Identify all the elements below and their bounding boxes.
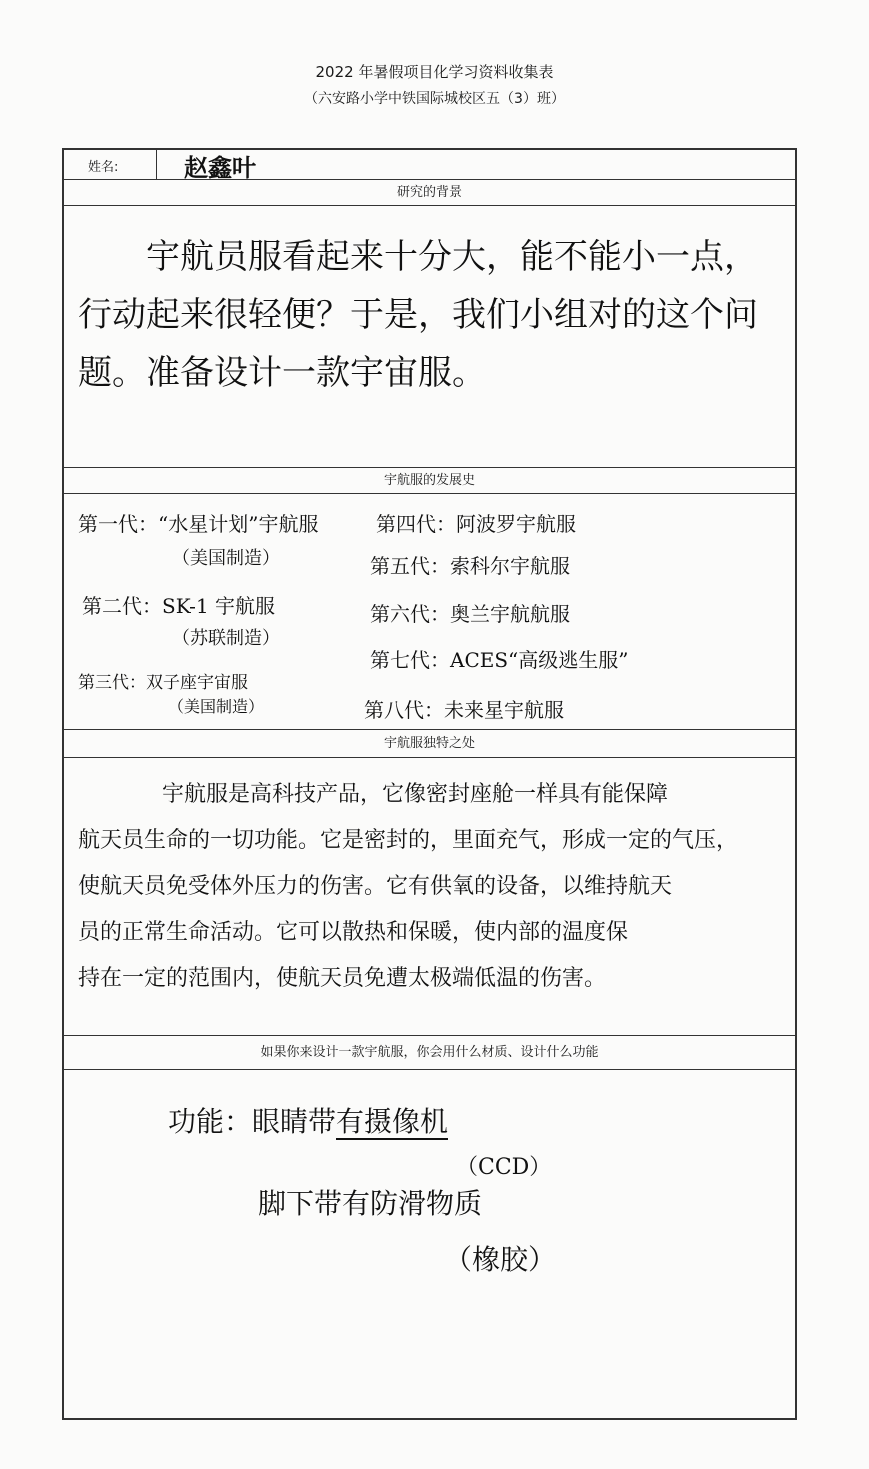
design-section <box>64 1070 795 1420</box>
form-table <box>62 148 797 1420</box>
background-heading: 研究的背景 <box>64 180 795 206</box>
design-line-function <box>168 1100 448 1140</box>
unique-line: 使航天员免受体外压力的伤害。它有供氧的设备，以维持航天 <box>78 874 673 899</box>
design-function-text: 功能：眼睛带 <box>168 1105 337 1138</box>
history-gen-1-origin: （美国制造） <box>172 548 280 569</box>
name-row <box>64 150 795 180</box>
history-section <box>64 494 795 730</box>
design-camera-text: 有摄像机 <box>336 1105 449 1138</box>
history-gen-3: 第三代：双子座宇宙服 <box>78 673 248 693</box>
history-gen-2-origin: （苏联制造） <box>172 628 280 649</box>
history-gen-4: 第四代：阿波罗宇航服 <box>376 512 576 536</box>
history-gen-3-origin: （美国制造） <box>168 697 265 716</box>
design-line-rubber: （橡胶） <box>444 1243 557 1276</box>
history-gen-1: 第一代：“水星计划”宇航服 <box>78 512 319 536</box>
history-gen-5: 第五代：索科尔宇航服 <box>370 554 570 578</box>
background-section <box>64 206 795 468</box>
name-label: 姓名: <box>88 160 119 175</box>
history-gen-7: 第七代：ACES“高级逃生服” <box>370 648 629 672</box>
unique-line: 持在一定的范围内，使航天员免遭太极端低温的伤害。 <box>78 966 607 991</box>
unique-line: 航天员生命的一切功能。它是密封的，里面充气，形成一定的气压， <box>78 828 739 853</box>
design-line-feet: 脚下带有防滑物质 <box>258 1187 483 1220</box>
student-name: 赵鑫叶 <box>184 153 256 182</box>
history-list <box>64 494 795 729</box>
unique-line: 员的正常生命活动。它可以散热和保暖，使内部的温度保 <box>78 920 629 945</box>
history-gen-8: 第八代：未来星宇航服 <box>364 698 564 722</box>
worksheet-subtitle: （六安路小学中铁国际城校区五（3）班） <box>304 91 565 107</box>
background-text: 宇航员服看起来十分大，能不能小一点，行动起来很轻便？于是，我们小组对的这个问题。准备设计一款宇宙服。 <box>78 237 758 393</box>
history-gen-6: 第六代：奥兰宇航航服 <box>370 602 570 626</box>
design-line-ccd: （CCD） <box>456 1155 552 1180</box>
history-heading: 宇航服的发展史 <box>64 468 795 494</box>
unique-line: 宇航服是高科技产品，它像密封座舱一样具有能保障 <box>162 782 669 807</box>
unique-heading: 宇航服独特之处 <box>64 730 795 758</box>
unique-text <box>78 772 787 1002</box>
name-divider <box>156 150 157 179</box>
worksheet-header <box>0 60 869 110</box>
history-gen-2: 第二代：SK-1 宇航服 <box>82 594 276 618</box>
worksheet-title: 2022 年暑假项目化学习资料收集表 <box>315 63 554 81</box>
unique-section <box>64 758 795 1036</box>
design-heading: 如果你来设计一款宇航服，你会用什么材质、设计什么功能 <box>64 1036 795 1070</box>
